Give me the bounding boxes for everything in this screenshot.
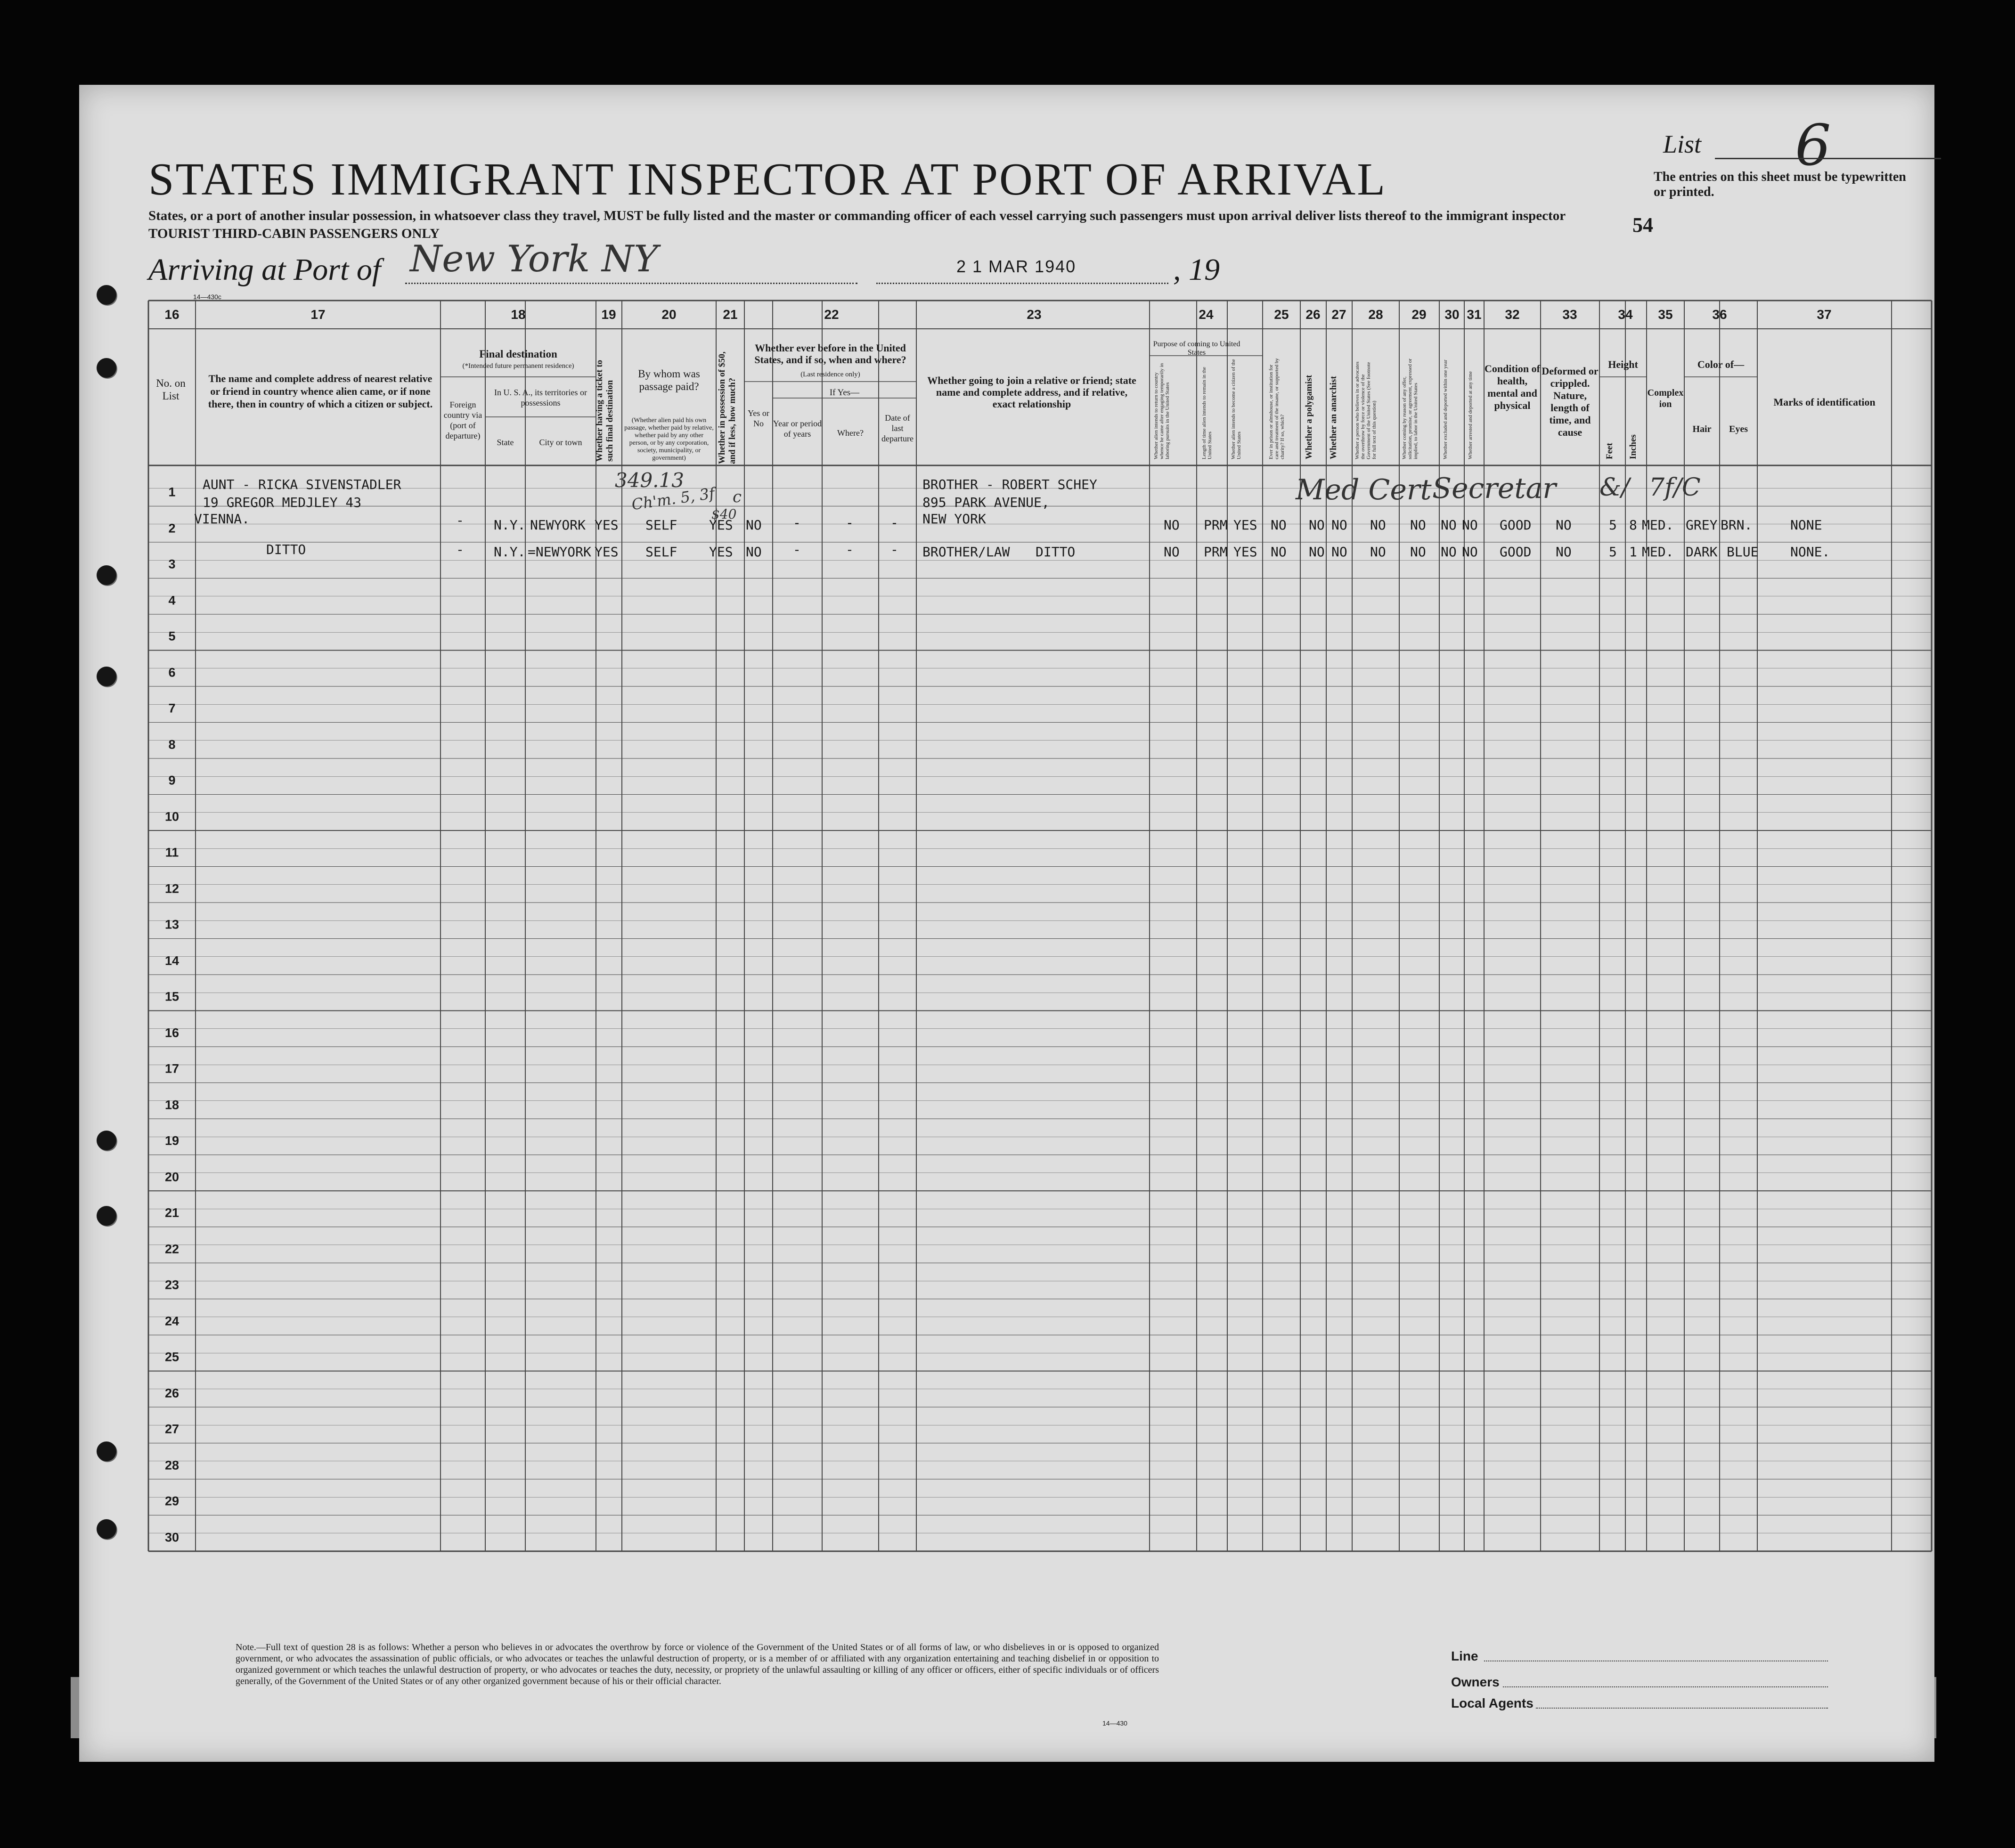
handwritten-secretary: Secretar bbox=[1432, 472, 1556, 505]
list-label: List bbox=[1663, 130, 1702, 158]
row2-q30: NO bbox=[1441, 544, 1457, 560]
subtitle-line-1: States, or a port of another insular possession, in whatsoever class they travel, MUST be fully listed and the master or commanding officer of each vessel carrying such passengers must upon arrival deliver lists thereof to the immigrant inspector bbox=[148, 208, 1566, 223]
row-number: 14 bbox=[164, 953, 179, 968]
page-title: STATES IMMIGRANT INSPECTOR AT PORT OF ARRIVAL bbox=[148, 154, 1387, 205]
handwritten-complexion-mark: 7f/C bbox=[1649, 473, 1701, 502]
row-number: 18 bbox=[164, 1098, 179, 1112]
local-agents-label: Local Agents bbox=[1451, 1696, 1534, 1710]
row-number: 5 bbox=[168, 629, 176, 643]
row1-hair: GREY bbox=[1686, 517, 1718, 533]
row-number: 10 bbox=[164, 809, 179, 824]
row-number: 28 bbox=[164, 1458, 179, 1473]
header-c36-eyes: Eyes bbox=[1729, 424, 1748, 434]
header-c19: Whether having a ticket to such final destination bbox=[595, 359, 615, 462]
row-number: 23 bbox=[164, 1278, 179, 1292]
row2-hair: DARK bbox=[1686, 544, 1718, 560]
row1-anarchist: NO bbox=[1331, 517, 1347, 533]
footnote-q28: Note.—Full text of question 28 is as follows: Whether a person who believes in or advocates the overthrow by force or violence of the Government of the United States or of all forms of law, or who disbelieves in or is opposed to organized government, or who advocates the assassination of public officials, or who advocates or teaches the unlawful destruction of property, or is a member of or affiliated with any organization entertaining and teaching disbelief in or opposition to organized government or which teaches the unlawful destruction of property, or who advocates or teaches the duty, necessity, or propriety of the unlawful assaulting or killing of any officer or officers, either of specific individuals or of officers generally, of the Government of the United States or of any other organized government because of his or their official character. bbox=[236, 1642, 1159, 1686]
row1-health: GOOD bbox=[1500, 517, 1532, 533]
row1-deformed: NO bbox=[1556, 517, 1572, 533]
form-code-top: 14—430c bbox=[193, 293, 221, 301]
header-c18-city: City or town bbox=[539, 438, 582, 447]
row1-relative-line3: VIENNA. bbox=[194, 511, 250, 527]
row1-q28: NO bbox=[1370, 517, 1386, 533]
row-number: 4 bbox=[168, 593, 176, 608]
row1-join-line3: NEW YORK bbox=[922, 511, 986, 527]
row1-year: - bbox=[793, 515, 801, 530]
header-c24-a: Whether alien intends to return to country whence he came after engaging temporarily in laboring pursuits in the United States bbox=[1153, 363, 1170, 459]
handwritten-paid-note: Ch'm. 5, 3f bbox=[630, 484, 716, 514]
row1-return: NO bbox=[1164, 517, 1180, 533]
row2-where: - bbox=[846, 542, 854, 557]
date-stamp: 2 1 MAR 1940 bbox=[956, 257, 1077, 276]
row1-fifty-dollars: YES bbox=[709, 517, 733, 533]
column-number: 36 bbox=[1712, 307, 1727, 322]
column-number: 16 bbox=[164, 307, 179, 322]
row1-foreign-country: - bbox=[456, 513, 464, 528]
row2-year: - bbox=[793, 542, 801, 557]
row1-feet: 5 bbox=[1609, 517, 1617, 533]
row2-city: =NEWYORK bbox=[528, 544, 591, 560]
header-c34-title: Height bbox=[1608, 358, 1638, 370]
row1-state: N.Y. bbox=[494, 517, 526, 533]
header-c28: Whether a person who believes in or advocates the overthrow by force or violence of the Government of the United States (See footnote for full text of this question) bbox=[1354, 361, 1377, 459]
row-number: 26 bbox=[164, 1386, 179, 1400]
row2-fifty-dollars: YES bbox=[709, 544, 733, 560]
column-number: 37 bbox=[1817, 307, 1832, 322]
row2-paid-by: SELF bbox=[645, 544, 677, 560]
row-number: 29 bbox=[164, 1494, 179, 1508]
row2-join-line2: DITTO bbox=[1036, 544, 1076, 560]
header-c18-state: State bbox=[497, 438, 514, 447]
row2-departure: - bbox=[890, 542, 898, 557]
column-number: 25 bbox=[1274, 307, 1289, 322]
row2-deformed: NO bbox=[1556, 544, 1572, 560]
header-c16: No. on List bbox=[156, 377, 186, 402]
row-number: 19 bbox=[164, 1133, 179, 1148]
subtitle-line-2: TOURIST THIRD-CABIN PASSENGERS ONLY bbox=[148, 226, 440, 241]
row1-paid-by: SELF bbox=[645, 517, 677, 533]
header-c23: Whether going to join a relative or friend; state name and complete address, and if relative, exact relationship bbox=[927, 374, 1136, 410]
row-number: 16 bbox=[164, 1026, 179, 1040]
column-number: 33 bbox=[1562, 307, 1577, 322]
year-label: , 19 bbox=[1173, 252, 1220, 287]
header-c22-date: Date of last departure bbox=[881, 413, 914, 443]
row-number: 9 bbox=[168, 773, 176, 788]
header-c33: Deformed or crippled. Nature, length of time, and cause bbox=[1542, 365, 1599, 438]
header-c25: Ever in prison or almshouse, or institution for care and treatment of the insane, or supported by charity? If so, which? bbox=[1268, 358, 1285, 459]
header-c32: Condition of health, mental and physical bbox=[1485, 363, 1540, 411]
row-number: 6 bbox=[168, 665, 176, 680]
column-number: 20 bbox=[661, 307, 677, 322]
header-c22-yesno: Yes or No bbox=[748, 408, 769, 428]
handwritten-amount: 349.13 bbox=[615, 469, 684, 492]
row2-health: GOOD bbox=[1500, 544, 1532, 560]
row2-return: NO bbox=[1164, 544, 1180, 560]
header-c22-note: (Last residence only) bbox=[800, 371, 860, 378]
row2-feet: 5 bbox=[1609, 544, 1617, 560]
row2-marks: NONE. bbox=[1790, 544, 1830, 560]
row-number: 12 bbox=[164, 881, 179, 896]
handwritten-height-mark: &/ bbox=[1599, 473, 1630, 502]
row-number: 7 bbox=[168, 701, 176, 716]
row1-marks: NONE bbox=[1790, 517, 1822, 533]
header-c26: Whether a polygamist bbox=[1304, 374, 1314, 459]
row2-q31: NO bbox=[1462, 544, 1478, 560]
header-c27: Whether an anarchist bbox=[1329, 376, 1338, 459]
header-c37: Marks of identification bbox=[1773, 396, 1876, 408]
row-number: 8 bbox=[168, 737, 176, 752]
row1-q29: NO bbox=[1410, 517, 1426, 533]
stamp-number: 54 bbox=[1632, 213, 1653, 236]
row2-foreign-country: - bbox=[456, 542, 464, 557]
row2-ever-before: NO bbox=[746, 544, 762, 560]
row-number: 15 bbox=[164, 989, 179, 1004]
row2-length: PRM bbox=[1204, 544, 1228, 560]
header-c36-hair: Hair bbox=[1692, 424, 1712, 434]
row1-join-line2: 895 PARK AVENUE, bbox=[922, 495, 1050, 510]
header-c18-foreign: Foreign country via (port of departure) bbox=[443, 400, 482, 440]
row-number: 24 bbox=[164, 1314, 179, 1328]
row1-eyes: BRN. bbox=[1721, 517, 1753, 533]
header-c18-title: Final destination bbox=[479, 348, 557, 360]
row1-ticket: YES bbox=[595, 517, 619, 533]
row1-q30: NO bbox=[1441, 517, 1457, 533]
column-number: 27 bbox=[1331, 307, 1346, 322]
row2-prison: NO bbox=[1271, 544, 1287, 560]
row1-polygamist: NO bbox=[1309, 517, 1325, 533]
header-c24-title: Purpose of coming to United States bbox=[1153, 340, 1240, 357]
arriving-label: Arriving at Port of bbox=[148, 252, 381, 287]
column-number: 19 bbox=[601, 307, 616, 322]
row2-relative: DITTO bbox=[266, 542, 306, 557]
column-number: 18 bbox=[511, 307, 526, 322]
entries-note: The entries on this sheet must be typewritten or printed. bbox=[1654, 170, 1906, 199]
header-c22-year: Year or period of years bbox=[773, 419, 822, 439]
column-number: 21 bbox=[723, 307, 738, 322]
row1-join-line1: BROTHER - ROBERT SCHEY bbox=[922, 477, 1097, 492]
row-number: 3 bbox=[168, 557, 176, 571]
header-c21: Whether in possession of $50, and if less, how much? bbox=[717, 351, 737, 464]
row2-anarchist: NO bbox=[1331, 544, 1347, 560]
header-c31: Whether arrested and deported at any time bbox=[1468, 371, 1473, 459]
column-number: 26 bbox=[1305, 307, 1321, 322]
form-code-bottom: 14—430 bbox=[1102, 1719, 1127, 1727]
row-number: 17 bbox=[164, 1061, 179, 1076]
column-number: 32 bbox=[1505, 307, 1520, 322]
line-label: Line bbox=[1451, 1649, 1478, 1663]
column-number: 29 bbox=[1411, 307, 1427, 322]
header-c24-c: Whether alien intends to become a citizen of the United States bbox=[1231, 359, 1242, 459]
agents-rule bbox=[1536, 1708, 1828, 1709]
header-c29: Whether coming by reason of any offer, solicitation, promise, or agreement, expressed or implied, to labor in the United States bbox=[1402, 358, 1419, 459]
row1-ever-before: NO bbox=[746, 517, 762, 533]
row1-departure: - bbox=[890, 515, 898, 530]
header-c35: Complexion bbox=[1647, 388, 1684, 409]
row2-ticket: YES bbox=[595, 544, 619, 560]
header-c18-note: (*Intended future permanent residence) bbox=[462, 362, 574, 370]
header-c22-where: Where? bbox=[837, 428, 864, 438]
column-number: 22 bbox=[824, 307, 839, 322]
row1-complexion: MED. bbox=[1642, 517, 1674, 533]
row1-inches: 8 bbox=[1629, 517, 1637, 533]
column-number: 35 bbox=[1658, 307, 1673, 322]
row1-q31: NO bbox=[1462, 517, 1478, 533]
row-number: 1 bbox=[168, 485, 176, 499]
handwritten-row1-extra: $40 bbox=[711, 506, 737, 522]
header-c17: The name and complete address of nearest relative or friend in country whence alien came, or if none there, then in country of which a citizen or subject. bbox=[208, 373, 433, 410]
header-c20-note: (Whether alien paid his own passage, whether paid by relative, whether paid by any other person, or by any corporation, society, municipality, or government) bbox=[624, 417, 714, 462]
handwritten-row1-c: c bbox=[733, 488, 742, 506]
row1-city: NEWYORK bbox=[530, 517, 586, 533]
row-number: 13 bbox=[164, 917, 179, 932]
owners-rule bbox=[1503, 1686, 1828, 1687]
header-c24-b: Length of time alien intends to remain in the United States bbox=[1201, 366, 1213, 459]
row2-polygamist: NO bbox=[1309, 544, 1325, 560]
header-c36-title: Color of— bbox=[1697, 358, 1745, 370]
row-number: 27 bbox=[164, 1422, 179, 1436]
row-number: 11 bbox=[165, 845, 179, 860]
row1-relative-line2: 19 GREGOR MEDJLEY 43 bbox=[203, 495, 362, 510]
list-number: 6 bbox=[1795, 113, 1831, 179]
row1-citizen: YES bbox=[1233, 517, 1257, 533]
row-number: 30 bbox=[164, 1530, 179, 1545]
port-handwritten: New York NY bbox=[410, 238, 658, 280]
row1-relative-line1: AUNT - RICKA SIVENSTADLER bbox=[203, 477, 401, 492]
row1-length: PRM bbox=[1204, 517, 1228, 533]
row-number: 25 bbox=[164, 1350, 179, 1364]
row2-complexion: MED. bbox=[1642, 544, 1674, 560]
row2-eyes: BLUE bbox=[1727, 544, 1759, 560]
header-c22-title: Whether ever before in the United States, and if so, when and where? bbox=[754, 342, 906, 366]
row2-state: N.Y. bbox=[494, 544, 526, 560]
column-number: 23 bbox=[1027, 307, 1042, 322]
row-number: 2 bbox=[168, 521, 176, 536]
column-number: 17 bbox=[310, 307, 326, 322]
column-number: 24 bbox=[1199, 307, 1214, 322]
column-number: 31 bbox=[1467, 307, 1482, 322]
header-c18-usa: In U. S. A., its territories or possessions bbox=[494, 388, 587, 407]
header-c20-title: By whom was passage paid? bbox=[638, 368, 700, 392]
row2-q29: NO bbox=[1410, 544, 1426, 560]
column-number: 34 bbox=[1618, 307, 1633, 322]
row-number: 21 bbox=[164, 1205, 179, 1220]
row1-prison: NO bbox=[1271, 517, 1287, 533]
column-number: 30 bbox=[1444, 307, 1460, 322]
header-c30: Whether excluded and deported within one year bbox=[1443, 359, 1448, 459]
row2-q28: NO bbox=[1370, 544, 1386, 560]
row2-join-line1: BROTHER/LAW bbox=[922, 544, 1010, 560]
row-number: 22 bbox=[164, 1242, 179, 1256]
header-c34-inches: Inches bbox=[1628, 434, 1638, 459]
row1-where: - bbox=[846, 515, 854, 530]
handwritten-med-cert: Med Cert bbox=[1296, 473, 1432, 506]
column-number: 28 bbox=[1368, 307, 1383, 322]
header-c34-feet: Feet bbox=[1605, 443, 1615, 459]
row2-citizen: YES bbox=[1233, 544, 1257, 560]
header-c22-ifyes: If Yes— bbox=[829, 388, 860, 398]
row-number: 20 bbox=[164, 1170, 179, 1184]
row2-inches: 1 bbox=[1629, 544, 1637, 560]
owners-label: Owners bbox=[1451, 1675, 1500, 1689]
